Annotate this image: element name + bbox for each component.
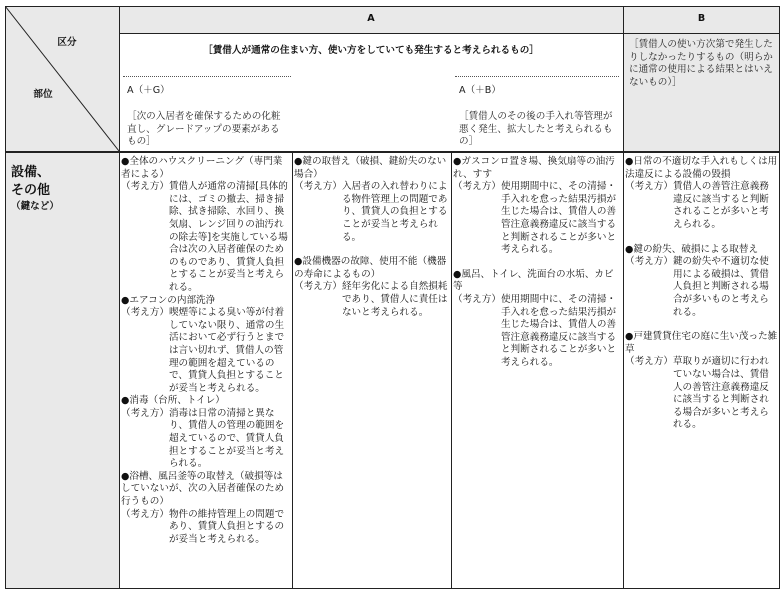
ag-item-title: ●消毒（台所、トイレ） bbox=[121, 395, 225, 407]
ab-text: ［賃借人のその後の手入れ等管理が悪く発生、拡大したと考えられるもの］ bbox=[459, 111, 613, 148]
a-item-title: ●設備機器の故障、使用不能（機器の寿命によるもの） bbox=[294, 256, 447, 280]
ab-item-label: （考え方） bbox=[453, 293, 501, 305]
ag-title: A（＋G） bbox=[127, 85, 170, 96]
ab-item-label: （考え方） bbox=[453, 181, 501, 193]
ag-item bbox=[121, 471, 290, 547]
a-item-label: （考え方） bbox=[294, 181, 342, 193]
ag-item-text: 物件の維持管理上の問題であり、賃貸人負担とするのが妥当と考えられる。 bbox=[168, 508, 285, 545]
b-item-text: 鍵の紛失や不適切な使用による破損は、賃借人負担と判断される場合が多いものと考えられる。 bbox=[672, 256, 769, 318]
col-b-body bbox=[625, 156, 778, 432]
b-item bbox=[625, 156, 778, 232]
a-item-title: ●鍵の取替え（破損、鍵紛失のない場合） bbox=[294, 156, 447, 180]
b-item-label: （考え方） bbox=[625, 356, 673, 368]
ag-item bbox=[121, 295, 290, 396]
ab-item bbox=[453, 269, 621, 370]
ag-item-text: 賃借人が通常の清掃[具体的には、ゴミの撤去、掃き掃除、拭き掃除、水回り、換気扇、レンジ回りの油汚れの除去等]を実施している場合は次の入居者確保のためのものであり、賃貸人負担とすることが妥当と考えられる。 bbox=[168, 181, 288, 293]
b-item bbox=[625, 244, 778, 320]
ag-item bbox=[121, 395, 290, 471]
a-item bbox=[294, 156, 449, 244]
ag-item bbox=[121, 156, 290, 295]
b-item-title: ●日常の不適切な手入れもしくは用法違反による設備の毀損 bbox=[625, 156, 778, 180]
b-item bbox=[625, 331, 778, 432]
ab-item bbox=[453, 156, 621, 257]
category-sub: （鍵など） bbox=[11, 201, 59, 212]
col-a-label: A bbox=[367, 13, 375, 24]
ab-item-title: ●ガスコンロ置き場、換気扇等の油汚れ、すす bbox=[453, 156, 615, 180]
a-item-text: 入居者の入れ替わりによる物件管理上の問題であり、賃貸人の負担とすることが妥当と考えられる。 bbox=[341, 181, 448, 243]
ag-item-label: （考え方） bbox=[121, 508, 169, 520]
b-item-title: ●鍵の紛失、破損による取替え bbox=[625, 243, 759, 255]
ag-item-label: （考え方） bbox=[121, 181, 169, 193]
col-a-title: ［賃借人が通常の住まい方、使い方をしていても発生すると考えられるもの］ bbox=[203, 45, 539, 56]
ab-title: A（＋B） bbox=[459, 85, 501, 96]
restoration-table bbox=[5, 6, 780, 589]
b-item-text: 賃借人の善管注意義務違反に該当すると判断されることが多いと考えられる。 bbox=[672, 181, 769, 230]
ab-item-text: 使用期間中に、その清掃・手入れを怠った結果汚損が生じた場合は、賃借人の善管注意義務違反に該当すると判断されることが多いと考えられる。 bbox=[500, 293, 617, 368]
ag-item-label: （考え方） bbox=[121, 407, 169, 419]
category-line2: その他 bbox=[11, 183, 51, 198]
ag-item-text: 消毒は日常の清掃と異なり、賃借人の管理の範囲を超えているので、賃貸人負担とすることが妥当と考えられる。 bbox=[168, 407, 285, 470]
b-item-label: （考え方） bbox=[625, 256, 673, 268]
b-item-text: 草取りが適切に行われていない場合は、賃借人の善管注意義務違反に該当すると判断される場合が多いと考えられる。 bbox=[672, 356, 769, 431]
ag-item-title: ●エアコンの内部洗浄 bbox=[121, 294, 216, 306]
corner-diagonal bbox=[5, 6, 119, 151]
ag-text: ［次の入居者を確保するための化粧直し、グレードアップの要素があるもの］ bbox=[127, 111, 281, 148]
col-ag-body bbox=[121, 156, 290, 546]
bui-label: 部位 bbox=[33, 89, 53, 100]
category-cell bbox=[5, 153, 119, 589]
col-b-text: ［賃借人の使い方次第で発生したりしなかったりするもの（明らかに通常の使用による結果とはいえないもの）］ bbox=[629, 39, 773, 88]
a-item-text: 経年劣化による自然損耗であり、賃借人に責任はないと考えられる。 bbox=[341, 281, 448, 318]
ab-item-title: ●風呂、トイレ、洗面台の水垢、カビ等 bbox=[453, 268, 614, 293]
b-item-label: （考え方） bbox=[625, 181, 673, 193]
ag-item-title: ●全体のハウスクリーニング（専門業者による） bbox=[121, 156, 283, 180]
ag-item-label: （考え方） bbox=[121, 307, 169, 319]
ag-item-text: 喫煙等による臭い等が付着していない限り、通常の生活において必ず行うとまでは言い切れず、賃借人の管理の範囲を超えているので、賃貸人負担とすることが妥当と考えられる。 bbox=[168, 307, 285, 394]
a-item-label: （考え方） bbox=[294, 281, 342, 293]
col-a-body bbox=[294, 156, 449, 319]
ag-item-title: ●浴槽、風呂釜等の取替え（破損等はしていないが、次の入居者確保のため行うもの） bbox=[121, 470, 285, 508]
a-item bbox=[294, 256, 449, 319]
col-ab-body bbox=[453, 156, 621, 370]
col-b-label: B bbox=[697, 13, 706, 24]
category-line1: 設備、 bbox=[11, 165, 51, 180]
ab-item-text: 使用期間中に、その清掃・手入れを怠った結果汚損が生じた場合は、賃借人の善管注意義務違反に該当すると判断されることが多いと考えられる。 bbox=[500, 181, 617, 256]
kubun-label: 区分 bbox=[57, 37, 77, 48]
category-label bbox=[11, 164, 115, 213]
b-item-title: ●戸建賃貸住宅の庭に生い茂った雑草 bbox=[625, 331, 778, 355]
